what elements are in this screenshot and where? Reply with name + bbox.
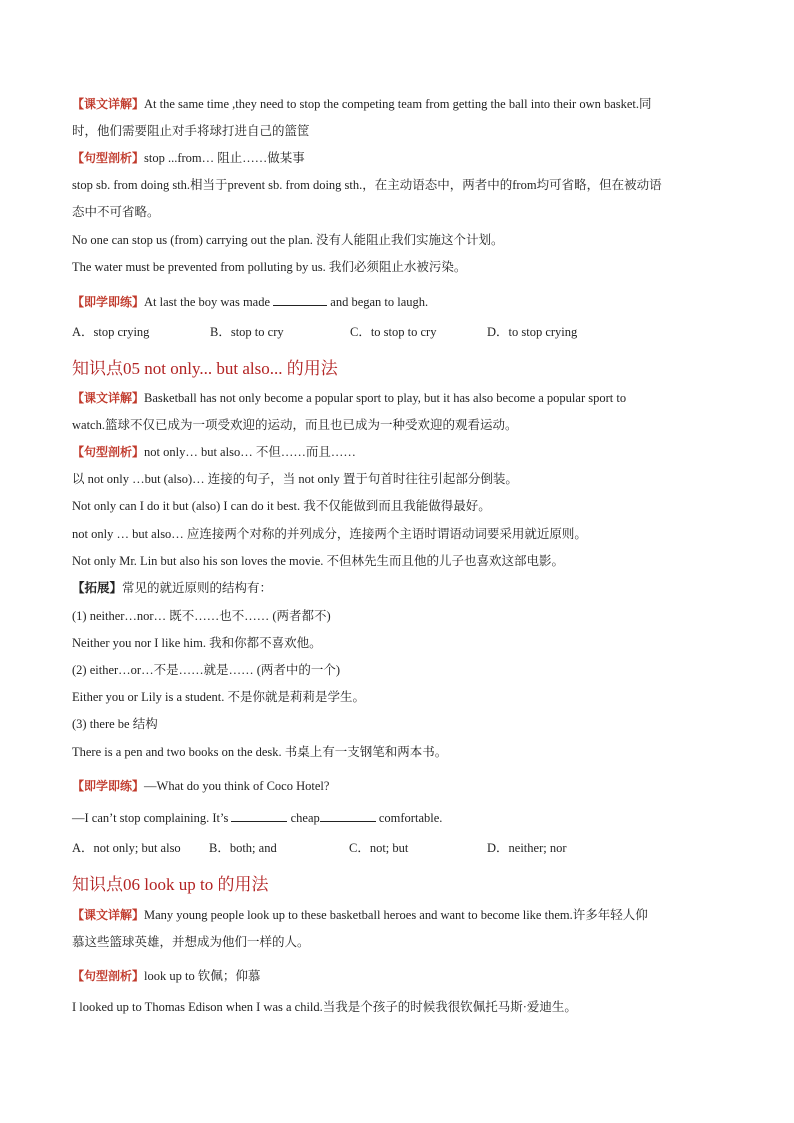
s2-extend-1: (1) neither…nor… 既不……也不…… (两者都不) — [72, 609, 331, 623]
s2-extend: 【拓展】常见的就近原则的结构有： — [72, 581, 273, 595]
s2-extend-2-example: Either you or Lily is a student. 不是你就是莉莉是学生。 — [72, 690, 366, 704]
s1-detail-line2: 时，他们需要阻止对手将球打进自己的篮筐 — [72, 124, 310, 138]
option-b[interactable]: B．both; and — [209, 841, 277, 855]
s2-extend-1-example: Neither you nor I like him. 我和你都不喜欢他。 — [72, 636, 322, 650]
s2-example1: Not only can I do it but (also) I can do it best. 我不仅能做到而且我能做得最好。 — [72, 499, 491, 513]
option-c[interactable]: C．to stop to cry — [350, 325, 437, 339]
s2-rule-line1: 以 not only …but (also)… 连接的句子，当 not only 置于句首时往往引起部分倒装。 — [72, 472, 518, 486]
s3-detail-line2: 慕这些篮球英雄，并想成为他们一样的人。 — [72, 935, 310, 949]
s1-practice: 【即学即练】At last the boy was made and began to laugh. — [72, 295, 429, 309]
s1-rule-line2: 态中不可省略。 — [72, 205, 160, 219]
s1-rule-line1: stop sb. from doing sth.相当于prevent sb. from doing sth.，在主动语态中，两者中的from均可省略，但在被动语 — [72, 178, 662, 192]
s2-extend-3: (3) there be 结构 — [72, 717, 158, 731]
s1-example2: The water must be prevented from polluting by us. 我们必须阻止水被污染。 — [72, 260, 467, 274]
option-d[interactable]: D．neither; nor — [487, 841, 567, 855]
section-heading-06: 知识点06 look up to 的用法 — [72, 875, 269, 894]
answer-blank[interactable] — [273, 293, 327, 306]
tag-analysis: 【句型剖析】 — [72, 151, 145, 165]
s2-extend-3-example: There is a pen and two books on the desk. 书桌上有一支钢笔和两本书。 — [72, 745, 448, 759]
s2-options — [72, 840, 724, 856]
tag-practice: 【即学即练】 — [72, 295, 145, 309]
s2-rule-line2: not only … but also… 应连接两个对称的并列成分，连接两个主语时谓语动词要采用就近原则。 — [72, 527, 587, 541]
s1-detail-line1: 【课文详解】At the same time ,they need to stop the competing team from getting the ball into their own basket.同 — [72, 97, 652, 111]
tag-extend: 【拓展】 — [72, 581, 123, 595]
s2-analysis: 【句型剖析】not only… but also… 不但……而且…… — [72, 445, 356, 459]
answer-blank-2[interactable] — [320, 809, 376, 822]
s1-analysis: 【句型剖析】stop ...from… 阻止……做某事 — [72, 151, 305, 165]
option-b[interactable]: B．stop to cry — [210, 325, 284, 339]
s2-practice: 【即学即练】—What do you think of Coco Hotel? — [72, 779, 330, 793]
s2-example2: Not only Mr. Lin but also his son loves the movie. 不但林先生而且他的儿子也喜欢这部电影。 — [72, 554, 565, 568]
s3-example1: I looked up to Thomas Edison when I was a child.当我是个孩子的时候我很钦佩托马斯·爱迪生。 — [72, 1000, 577, 1014]
tag-detail: 【课文详解】 — [72, 97, 145, 111]
s3-analysis: 【句型剖析】look up to 钦佩；仰慕 — [72, 969, 261, 983]
option-a[interactable]: A．stop crying — [72, 325, 150, 339]
s2-extend-2: (2) either…or…不是……就是…… (两者中的一个) — [72, 663, 341, 677]
s1-example1: No one can stop us (from) carrying out the plan. 没有人能阻止我们实施这个计划。 — [72, 233, 504, 247]
s3-detail-line1: 【课文详解】Many young people look up to these basketball heroes and want to become like them.许多年轻人仰 — [72, 908, 648, 922]
s2-detail-line1: 【课文详解】Basketball has not only become a popular sport to play, but it has also become a popular sport to — [72, 391, 627, 405]
s2-detail-line2: watch.篮球不仅已成为一项受欢迎的运动，而且也已成为一种受欢迎的观看运动。 — [72, 418, 518, 432]
option-d[interactable]: D．to stop crying — [487, 325, 578, 339]
option-a[interactable]: A．not only; but also — [72, 841, 181, 855]
answer-blank-1[interactable] — [231, 809, 287, 822]
s2-question: —I can’t stop complaining. It’s cheap comfortable. — [72, 811, 443, 825]
section-heading-05: 知识点05 not only... but also... 的用法 — [72, 359, 338, 378]
s1-options — [72, 324, 724, 340]
option-c[interactable]: C．not; but — [349, 841, 409, 855]
